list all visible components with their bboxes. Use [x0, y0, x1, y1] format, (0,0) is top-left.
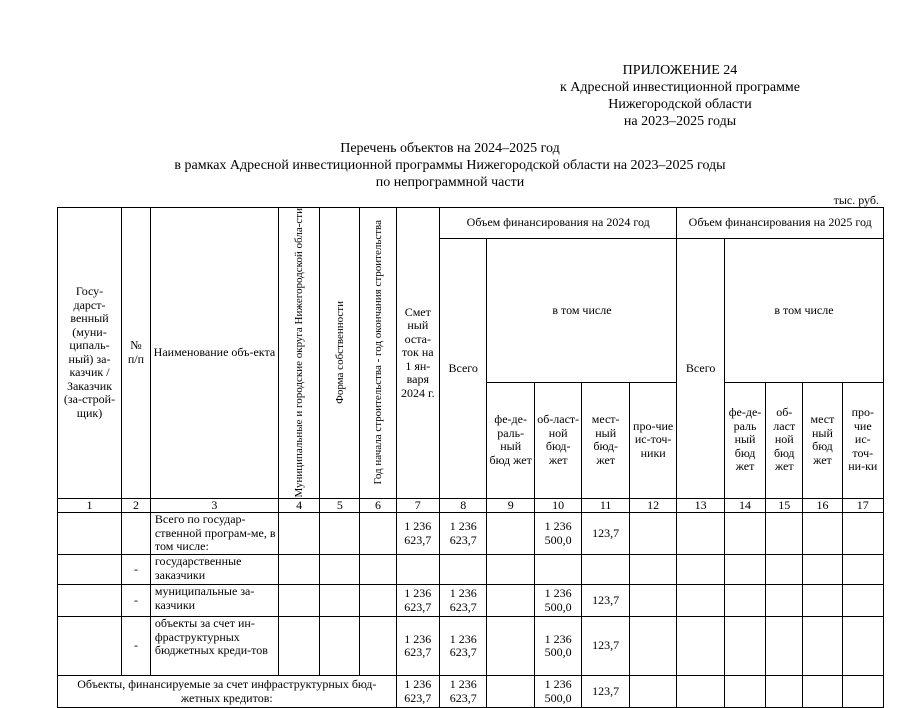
row-name: объекты за счет ин-фраструктурных бюджетных креди-тов [150, 617, 278, 676]
column-number-row [58, 498, 884, 513]
column-number: 8 [439, 498, 486, 513]
header-other-2024: про-чие ис-точ-ники [629, 382, 676, 498]
header-federal-2025: фе-де-раль ный бюд жет [724, 382, 765, 498]
column-number: 3 [150, 498, 278, 513]
summary-regional: 1 236 500,0 [534, 676, 581, 708]
row-estimate: 1 236 623,7 [396, 513, 439, 555]
annex-line-4: на 2023–2025 годы [623, 114, 737, 129]
column-number: 6 [360, 498, 396, 513]
header-regional-2025: об-ласт ной бюд жет [766, 382, 803, 498]
row-number: - [122, 555, 151, 585]
column-number: 17 [842, 498, 883, 513]
header-including-2024: в том числе [487, 239, 677, 383]
row-estimate: 1 236 623,7 [396, 617, 439, 676]
header-financing-2025: Объем финансирования на 2025 год [677, 208, 884, 239]
row-estimate [396, 555, 439, 585]
column-number: 13 [677, 498, 724, 513]
column-number: 10 [534, 498, 581, 513]
title-line-2: в рамках Адресной инвестиционной программы Нижегородской области на 2023–2025 годы [174, 158, 726, 173]
column-number: 16 [803, 498, 842, 513]
units-label: тыс. руб. [833, 193, 879, 207]
header-regional-2024: об-ласт-ной бюд-жет [534, 382, 581, 498]
row-local: 123,7 [582, 585, 629, 617]
header-ownership-text: Форма собственности [333, 301, 346, 405]
summary-label: Объекты, финансируемые за счет инфраструктурных бюд-жетных кредитов: [58, 676, 397, 708]
row-name: государственные заказчики [150, 555, 278, 585]
table-row [58, 555, 884, 585]
title-line-3: по непрограммной части [375, 175, 525, 190]
row-total: 1 236 623,7 [439, 617, 486, 676]
row-total: 1 236 623,7 [439, 585, 486, 617]
row-regional [534, 555, 581, 585]
column-number: 15 [766, 498, 803, 513]
header-municipality-text: Муниципальные и городские округа Нижегородской обла-сти [293, 208, 306, 498]
header-municipality [278, 208, 319, 499]
row-number: - [122, 617, 151, 676]
header-local-2024: мест-ный бюд-жет [582, 382, 629, 498]
row-total: 1 236 623,7 [439, 513, 486, 555]
header-financing-2024: Объем финансирования на 2024 год [439, 208, 676, 239]
header-ownership [320, 208, 360, 499]
row-name: муниципальные за-казчики [150, 585, 278, 617]
row-total [439, 555, 486, 585]
column-number: 12 [629, 498, 676, 513]
column-number: 11 [582, 498, 629, 513]
header-total-2024: Всего [439, 239, 486, 499]
table-row [58, 585, 884, 617]
row-local: 123,7 [582, 513, 629, 555]
row-regional: 1 236 500,0 [534, 585, 581, 617]
row-regional: 1 236 500,0 [534, 617, 581, 676]
row-number: - [122, 585, 151, 617]
column-number: 5 [320, 498, 360, 513]
row-number [122, 513, 151, 555]
financing-table [57, 207, 884, 708]
document-title [100, 140, 800, 191]
header-years-text: Год начала строительства - год окончания строительства [372, 220, 385, 486]
summary-local: 123,7 [582, 676, 629, 708]
summary-total: 1 236 623,7 [439, 676, 486, 708]
title-line-1: Перечень объектов на 2024–2025 год [340, 141, 560, 156]
header-total-2025: Всего [677, 239, 724, 499]
row-name: Всего по государ-ственной програм-ме, в том числе: [150, 513, 278, 555]
column-number: 2 [122, 498, 151, 513]
row-local: 123,7 [582, 617, 629, 676]
annex-line-1: ПРИЛОЖЕНИЕ 24 [622, 63, 738, 78]
column-number: 14 [724, 498, 765, 513]
header-estimate: Смет ный оста-ток на 1 ян-варя 2024 г. [396, 208, 439, 499]
summary-estimate: 1 236 623,7 [396, 676, 439, 708]
row-regional: 1 236 500,0 [534, 513, 581, 555]
column-number: 1 [58, 498, 122, 513]
table-row [58, 513, 884, 555]
column-number: 4 [278, 498, 319, 513]
summary-row [58, 676, 884, 708]
header-number: № п/п [122, 208, 151, 499]
header-customer: Госу-дарст-венный (муни-ципаль-ный) за-казчик / Заказчик (за-строй-щик) [58, 208, 122, 499]
column-number: 9 [487, 498, 534, 513]
row-local [582, 555, 629, 585]
column-number: 7 [396, 498, 439, 513]
header-years [360, 208, 396, 499]
header-other-2025: про-чие ис-точ-ни-ки [842, 382, 883, 498]
row-estimate: 1 236 623,7 [396, 585, 439, 617]
annex-line-3: Нижегородской области [608, 97, 752, 112]
header-local-2025: мест ный бюд жет [803, 382, 842, 498]
annex-line-2: к Адресной инвестиционной программе [559, 80, 801, 95]
annex-header [520, 62, 840, 130]
header-object-name: Наименование объ-екта [150, 208, 278, 499]
table-row [58, 617, 884, 676]
header-federal-2024: фе-де-раль-ный бюд жет [487, 382, 534, 498]
header-including-2025: в том числе [724, 239, 883, 383]
